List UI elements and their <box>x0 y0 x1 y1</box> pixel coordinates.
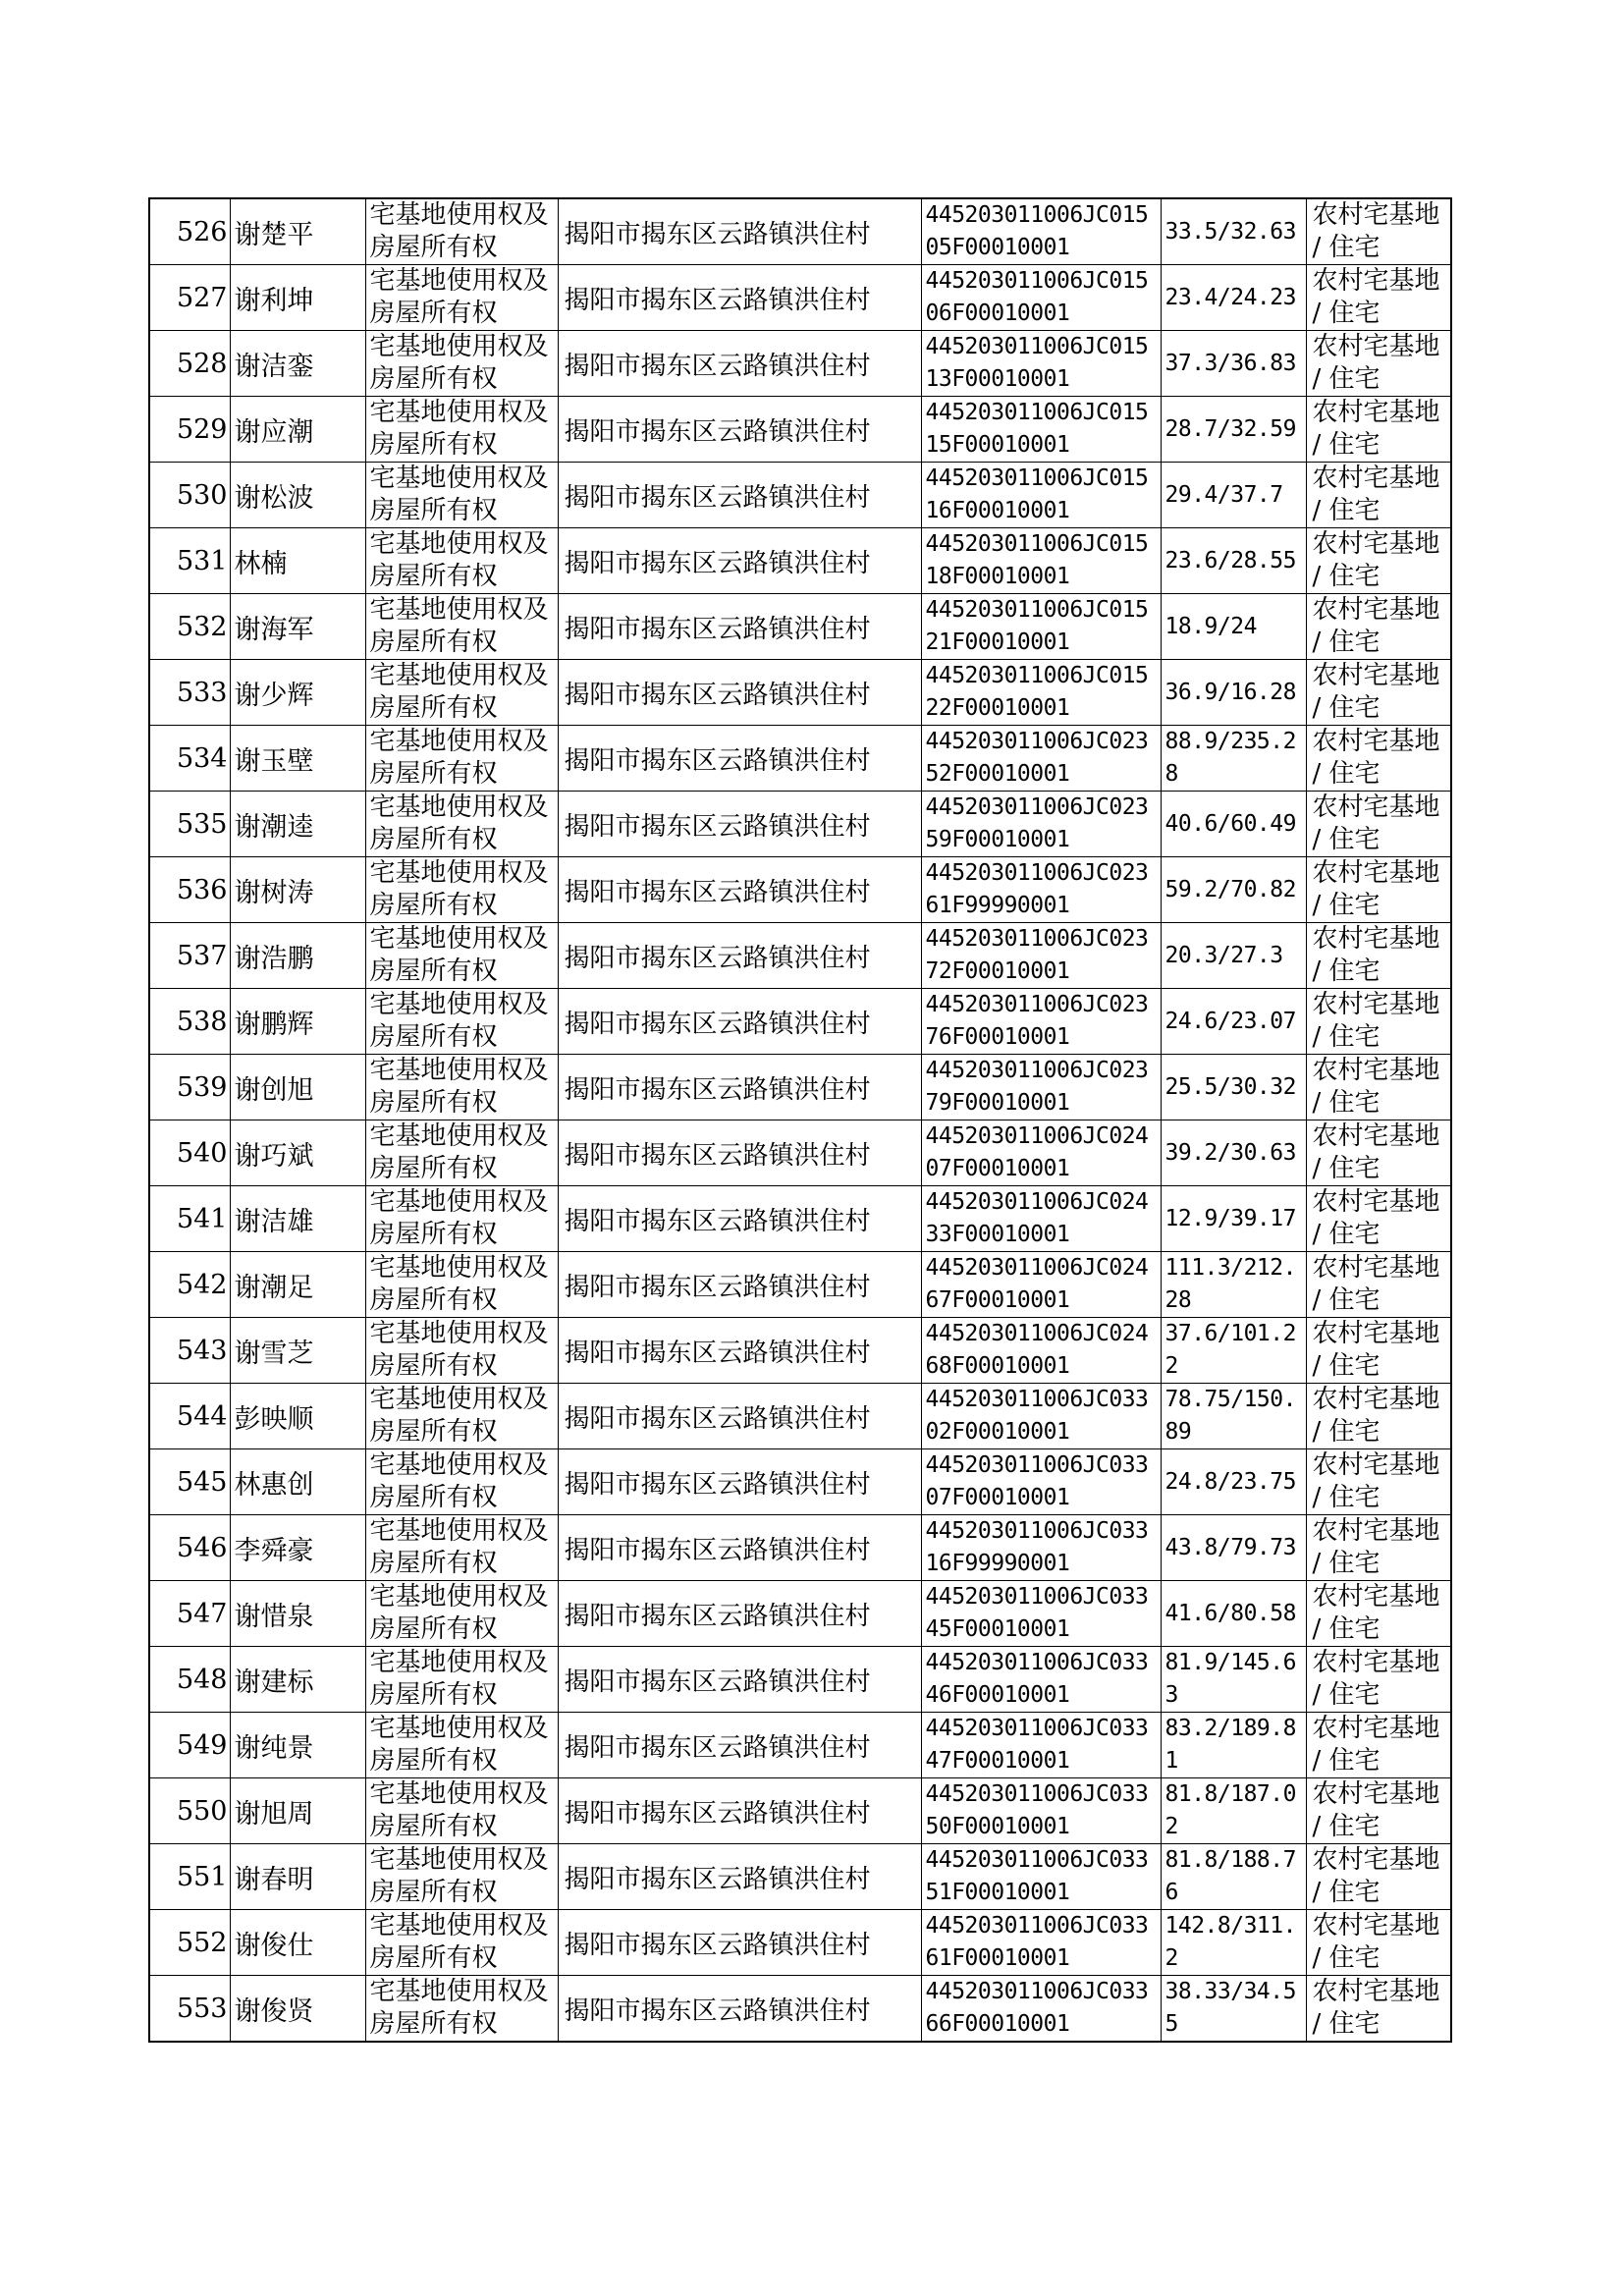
right-type-cell: 宅基地使用权及房屋所有权 <box>365 331 558 397</box>
owner-name-cell: 谢玉壁 <box>230 726 365 792</box>
area-cell: 28.7/32.59 <box>1161 397 1306 463</box>
owner-name-cell: 谢浩鹏 <box>230 923 365 989</box>
row-number-cell: 539 <box>149 1055 230 1120</box>
unit-code-cell: 445203011006JC02352F00010001 <box>921 726 1161 792</box>
address-cell: 揭阳市揭东区云路镇洪住村 <box>558 726 921 792</box>
land-use-cell: 农村宅基地 / 住宅 <box>1306 1252 1451 1318</box>
owner-name-cell: 谢俊仕 <box>230 1910 365 1976</box>
unit-code-cell: 445203011006JC02467F00010001 <box>921 1252 1161 1318</box>
unit-code-cell: 445203011006JC01516F00010001 <box>921 463 1161 528</box>
land-use-cell: 农村宅基地 / 住宅 <box>1306 1976 1451 2043</box>
table-row <box>149 1778 1451 1844</box>
row-number-cell: 529 <box>149 397 230 463</box>
right-type-cell: 宅基地使用权及房屋所有权 <box>365 1778 558 1844</box>
address-cell: 揭阳市揭东区云路镇洪住村 <box>558 989 921 1055</box>
area-cell: 20.3/27.3 <box>1161 923 1306 989</box>
unit-code-cell: 445203011006JC03347F00010001 <box>921 1713 1161 1778</box>
unit-code-cell: 445203011006JC02361F99990001 <box>921 857 1161 923</box>
area-cell: 88.9/235.28 <box>1161 726 1306 792</box>
owner-name-cell: 谢创旭 <box>230 1055 365 1120</box>
land-use-cell: 农村宅基地 / 住宅 <box>1306 857 1451 923</box>
owner-name-cell: 谢利坤 <box>230 265 365 331</box>
right-type-cell: 宅基地使用权及房屋所有权 <box>365 463 558 528</box>
right-type-cell: 宅基地使用权及房屋所有权 <box>365 792 558 857</box>
land-use-cell: 农村宅基地 / 住宅 <box>1306 1515 1451 1581</box>
owner-name-cell: 谢松波 <box>230 463 365 528</box>
owner-name-cell: 谢少辉 <box>230 660 365 726</box>
right-type-cell: 宅基地使用权及房屋所有权 <box>365 1318 558 1384</box>
right-type-cell: 宅基地使用权及房屋所有权 <box>365 198 558 265</box>
row-number-cell: 549 <box>149 1713 230 1778</box>
owner-name-cell: 谢雪芝 <box>230 1318 365 1384</box>
address-cell: 揭阳市揭东区云路镇洪住村 <box>558 1713 921 1778</box>
right-type-cell: 宅基地使用权及房屋所有权 <box>365 397 558 463</box>
unit-code-cell: 445203011006JC03351F00010001 <box>921 1844 1161 1910</box>
unit-code-cell: 445203011006JC03302F00010001 <box>921 1384 1161 1449</box>
table-row <box>149 792 1451 857</box>
land-use-cell: 农村宅基地 / 住宅 <box>1306 726 1451 792</box>
owner-name-cell: 谢鹏辉 <box>230 989 365 1055</box>
address-cell: 揭阳市揭东区云路镇洪住村 <box>558 1778 921 1844</box>
area-cell: 39.2/30.63 <box>1161 1120 1306 1186</box>
owner-name-cell: 谢纯景 <box>230 1713 365 1778</box>
right-type-cell: 宅基地使用权及房屋所有权 <box>365 528 558 594</box>
row-number-cell: 533 <box>149 660 230 726</box>
area-cell: 25.5/30.32 <box>1161 1055 1306 1120</box>
right-type-cell: 宅基地使用权及房屋所有权 <box>365 1449 558 1515</box>
address-cell: 揭阳市揭东区云路镇洪住村 <box>558 1581 921 1647</box>
table-row <box>149 857 1451 923</box>
land-use-cell: 农村宅基地 / 住宅 <box>1306 1778 1451 1844</box>
area-cell: 23.6/28.55 <box>1161 528 1306 594</box>
table-row <box>149 1186 1451 1252</box>
row-number-cell: 526 <box>149 198 230 265</box>
land-use-cell: 农村宅基地 / 住宅 <box>1306 923 1451 989</box>
table-row <box>149 923 1451 989</box>
right-type-cell: 宅基地使用权及房屋所有权 <box>365 1976 558 2043</box>
right-type-cell: 宅基地使用权及房屋所有权 <box>365 1120 558 1186</box>
land-use-cell: 农村宅基地 / 住宅 <box>1306 1120 1451 1186</box>
land-use-cell: 农村宅基地 / 住宅 <box>1306 1384 1451 1449</box>
unit-code-cell: 445203011006JC02359F00010001 <box>921 792 1161 857</box>
table-row <box>149 1449 1451 1515</box>
area-cell: 59.2/70.82 <box>1161 857 1306 923</box>
land-use-cell: 农村宅基地 / 住宅 <box>1306 1647 1451 1713</box>
land-use-cell: 农村宅基地 / 住宅 <box>1306 331 1451 397</box>
area-cell: 38.33/34.55 <box>1161 1976 1306 2043</box>
row-number-cell: 536 <box>149 857 230 923</box>
owner-name-cell: 谢俊贤 <box>230 1976 365 2043</box>
area-cell: 24.6/23.07 <box>1161 989 1306 1055</box>
address-cell: 揭阳市揭东区云路镇洪住村 <box>558 660 921 726</box>
unit-code-cell: 445203011006JC01505F00010001 <box>921 198 1161 265</box>
area-cell: 18.9/24 <box>1161 594 1306 660</box>
land-use-cell: 农村宅基地 / 住宅 <box>1306 528 1451 594</box>
right-type-cell: 宅基地使用权及房屋所有权 <box>365 1515 558 1581</box>
row-number-cell: 540 <box>149 1120 230 1186</box>
registration-table <box>148 197 1452 2043</box>
owner-name-cell: 谢春明 <box>230 1844 365 1910</box>
table-row <box>149 1581 1451 1647</box>
unit-code-cell: 445203011006JC03350F00010001 <box>921 1778 1161 1844</box>
owner-name-cell: 谢旭周 <box>230 1778 365 1844</box>
address-cell: 揭阳市揭东区云路镇洪住村 <box>558 1120 921 1186</box>
unit-code-cell: 445203011006JC01518F00010001 <box>921 528 1161 594</box>
land-use-cell: 农村宅基地 / 住宅 <box>1306 1318 1451 1384</box>
area-cell: 24.8/23.75 <box>1161 1449 1306 1515</box>
right-type-cell: 宅基地使用权及房屋所有权 <box>365 265 558 331</box>
area-cell: 41.6/80.58 <box>1161 1581 1306 1647</box>
area-cell: 83.2/189.81 <box>1161 1713 1306 1778</box>
right-type-cell: 宅基地使用权及房屋所有权 <box>365 1384 558 1449</box>
table-row <box>149 660 1451 726</box>
owner-name-cell: 谢楚平 <box>230 198 365 265</box>
row-number-cell: 547 <box>149 1581 230 1647</box>
owner-name-cell: 谢洁雄 <box>230 1186 365 1252</box>
address-cell: 揭阳市揭东区云路镇洪住村 <box>558 1976 921 2043</box>
area-cell: 40.6/60.49 <box>1161 792 1306 857</box>
owner-name-cell: 谢惜泉 <box>230 1581 365 1647</box>
owner-name-cell: 谢洁銮 <box>230 331 365 397</box>
address-cell: 揭阳市揭东区云路镇洪住村 <box>558 463 921 528</box>
right-type-cell: 宅基地使用权及房屋所有权 <box>365 1844 558 1910</box>
land-use-cell: 农村宅基地 / 住宅 <box>1306 265 1451 331</box>
land-use-cell: 农村宅基地 / 住宅 <box>1306 1055 1451 1120</box>
land-use-cell: 农村宅基地 / 住宅 <box>1306 989 1451 1055</box>
area-cell: 33.5/32.63 <box>1161 198 1306 265</box>
area-cell: 142.8/311.2 <box>1161 1910 1306 1976</box>
address-cell: 揭阳市揭东区云路镇洪住村 <box>558 1384 921 1449</box>
right-type-cell: 宅基地使用权及房屋所有权 <box>365 1910 558 1976</box>
owner-name-cell: 林楠 <box>230 528 365 594</box>
address-cell: 揭阳市揭东区云路镇洪住村 <box>558 331 921 397</box>
address-cell: 揭阳市揭东区云路镇洪住村 <box>558 1844 921 1910</box>
table-row <box>149 1844 1451 1910</box>
unit-code-cell: 445203011006JC01513F00010001 <box>921 331 1161 397</box>
right-type-cell: 宅基地使用权及房屋所有权 <box>365 857 558 923</box>
table-row <box>149 1120 1451 1186</box>
address-cell: 揭阳市揭东区云路镇洪住村 <box>558 397 921 463</box>
unit-code-cell: 445203011006JC01521F00010001 <box>921 594 1161 660</box>
table-row <box>149 331 1451 397</box>
row-number-cell: 550 <box>149 1778 230 1844</box>
row-number-cell: 553 <box>149 1976 230 2043</box>
row-number-cell: 548 <box>149 1647 230 1713</box>
land-use-cell: 农村宅基地 / 住宅 <box>1306 792 1451 857</box>
area-cell: 81.8/188.76 <box>1161 1844 1306 1910</box>
right-type-cell: 宅基地使用权及房屋所有权 <box>365 726 558 792</box>
right-type-cell: 宅基地使用权及房屋所有权 <box>365 1647 558 1713</box>
land-use-cell: 农村宅基地 / 住宅 <box>1306 397 1451 463</box>
unit-code-cell: 445203011006JC02468F00010001 <box>921 1318 1161 1384</box>
land-use-cell: 农村宅基地 / 住宅 <box>1306 1449 1451 1515</box>
address-cell: 揭阳市揭东区云路镇洪住村 <box>558 1186 921 1252</box>
land-use-cell: 农村宅基地 / 住宅 <box>1306 594 1451 660</box>
area-cell: 81.8/187.02 <box>1161 1778 1306 1844</box>
area-cell: 36.9/16.28 <box>1161 660 1306 726</box>
table-row <box>149 726 1451 792</box>
unit-code-cell: 445203011006JC02433F00010001 <box>921 1186 1161 1252</box>
table-row <box>149 1910 1451 1976</box>
unit-code-cell: 445203011006JC02372F00010001 <box>921 923 1161 989</box>
address-cell: 揭阳市揭东区云路镇洪住村 <box>558 792 921 857</box>
unit-code-cell: 445203011006JC03307F00010001 <box>921 1449 1161 1515</box>
area-cell: 43.8/79.73 <box>1161 1515 1306 1581</box>
unit-code-cell: 445203011006JC03316F99990001 <box>921 1515 1161 1581</box>
row-number-cell: 543 <box>149 1318 230 1384</box>
row-number-cell: 546 <box>149 1515 230 1581</box>
row-number-cell: 551 <box>149 1844 230 1910</box>
land-use-cell: 农村宅基地 / 住宅 <box>1306 1713 1451 1778</box>
owner-name-cell: 彭映顺 <box>230 1384 365 1449</box>
right-type-cell: 宅基地使用权及房屋所有权 <box>365 989 558 1055</box>
row-number-cell: 534 <box>149 726 230 792</box>
row-number-cell: 541 <box>149 1186 230 1252</box>
area-cell: 12.9/39.17 <box>1161 1186 1306 1252</box>
unit-code-cell: 445203011006JC03345F00010001 <box>921 1581 1161 1647</box>
owner-name-cell: 谢潮逵 <box>230 792 365 857</box>
address-cell: 揭阳市揭东区云路镇洪住村 <box>558 528 921 594</box>
right-type-cell: 宅基地使用权及房屋所有权 <box>365 594 558 660</box>
address-cell: 揭阳市揭东区云路镇洪住村 <box>558 857 921 923</box>
row-number-cell: 542 <box>149 1252 230 1318</box>
row-number-cell: 532 <box>149 594 230 660</box>
right-type-cell: 宅基地使用权及房屋所有权 <box>365 923 558 989</box>
row-number-cell: 552 <box>149 1910 230 1976</box>
area-cell: 81.9/145.63 <box>1161 1647 1306 1713</box>
address-cell: 揭阳市揭东区云路镇洪住村 <box>558 1055 921 1120</box>
table-row <box>149 1713 1451 1778</box>
address-cell: 揭阳市揭东区云路镇洪住村 <box>558 1910 921 1976</box>
table-row <box>149 1976 1451 2043</box>
row-number-cell: 528 <box>149 331 230 397</box>
area-cell: 37.6/101.22 <box>1161 1318 1306 1384</box>
owner-name-cell: 李舜豪 <box>230 1515 365 1581</box>
table-row <box>149 1252 1451 1318</box>
land-use-cell: 农村宅基地 / 住宅 <box>1306 1844 1451 1910</box>
table-row <box>149 463 1451 528</box>
unit-code-cell: 445203011006JC03366F00010001 <box>921 1976 1161 2043</box>
address-cell: 揭阳市揭东区云路镇洪住村 <box>558 198 921 265</box>
row-number-cell: 531 <box>149 528 230 594</box>
table-row <box>149 528 1451 594</box>
owner-name-cell: 谢海军 <box>230 594 365 660</box>
address-cell: 揭阳市揭东区云路镇洪住村 <box>558 1318 921 1384</box>
address-cell: 揭阳市揭东区云路镇洪住村 <box>558 1647 921 1713</box>
land-use-cell: 农村宅基地 / 住宅 <box>1306 1581 1451 1647</box>
area-cell: 111.3/212.28 <box>1161 1252 1306 1318</box>
address-cell: 揭阳市揭东区云路镇洪住村 <box>558 1515 921 1581</box>
land-use-cell: 农村宅基地 / 住宅 <box>1306 1186 1451 1252</box>
owner-name-cell: 谢潮足 <box>230 1252 365 1318</box>
right-type-cell: 宅基地使用权及房屋所有权 <box>365 1252 558 1318</box>
area-cell: 37.3/36.83 <box>1161 331 1306 397</box>
land-use-cell: 农村宅基地 / 住宅 <box>1306 463 1451 528</box>
owner-name-cell: 谢树涛 <box>230 857 365 923</box>
unit-code-cell: 445203011006JC01515F00010001 <box>921 397 1161 463</box>
table-row <box>149 265 1451 331</box>
unit-code-cell: 445203011006JC02376F00010001 <box>921 989 1161 1055</box>
owner-name-cell: 林惠创 <box>230 1449 365 1515</box>
table-row <box>149 1647 1451 1713</box>
owner-name-cell: 谢建标 <box>230 1647 365 1713</box>
address-cell: 揭阳市揭东区云路镇洪住村 <box>558 594 921 660</box>
land-use-cell: 农村宅基地 / 住宅 <box>1306 660 1451 726</box>
row-number-cell: 544 <box>149 1384 230 1449</box>
unit-code-cell: 445203011006JC02407F00010001 <box>921 1120 1161 1186</box>
address-cell: 揭阳市揭东区云路镇洪住村 <box>558 923 921 989</box>
row-number-cell: 545 <box>149 1449 230 1515</box>
owner-name-cell: 谢应潮 <box>230 397 365 463</box>
unit-code-cell: 445203011006JC01506F00010001 <box>921 265 1161 331</box>
address-cell: 揭阳市揭东区云路镇洪住村 <box>558 265 921 331</box>
table-row <box>149 397 1451 463</box>
land-use-cell: 农村宅基地 / 住宅 <box>1306 198 1451 265</box>
row-number-cell: 538 <box>149 989 230 1055</box>
area-cell: 23.4/24.23 <box>1161 265 1306 331</box>
table-body <box>149 198 1451 2042</box>
owner-name-cell: 谢巧斌 <box>230 1120 365 1186</box>
right-type-cell: 宅基地使用权及房屋所有权 <box>365 1713 558 1778</box>
area-cell: 78.75/150.89 <box>1161 1384 1306 1449</box>
area-cell: 29.4/37.7 <box>1161 463 1306 528</box>
unit-code-cell: 445203011006JC01522F00010001 <box>921 660 1161 726</box>
unit-code-cell: 445203011006JC03361F00010001 <box>921 1910 1161 1976</box>
row-number-cell: 530 <box>149 463 230 528</box>
right-type-cell: 宅基地使用权及房屋所有权 <box>365 1186 558 1252</box>
row-number-cell: 535 <box>149 792 230 857</box>
table-row <box>149 594 1451 660</box>
row-number-cell: 537 <box>149 923 230 989</box>
table-row <box>149 1515 1451 1581</box>
right-type-cell: 宅基地使用权及房屋所有权 <box>365 1581 558 1647</box>
table-row <box>149 1055 1451 1120</box>
table-row <box>149 198 1451 265</box>
table-row <box>149 1384 1451 1449</box>
land-use-cell: 农村宅基地 / 住宅 <box>1306 1910 1451 1976</box>
unit-code-cell: 445203011006JC02379F00010001 <box>921 1055 1161 1120</box>
right-type-cell: 宅基地使用权及房屋所有权 <box>365 1055 558 1120</box>
address-cell: 揭阳市揭东区云路镇洪住村 <box>558 1449 921 1515</box>
row-number-cell: 527 <box>149 265 230 331</box>
unit-code-cell: 445203011006JC03346F00010001 <box>921 1647 1161 1713</box>
address-cell: 揭阳市揭东区云路镇洪住村 <box>558 1252 921 1318</box>
table-row <box>149 989 1451 1055</box>
table-row <box>149 1318 1451 1384</box>
right-type-cell: 宅基地使用权及房屋所有权 <box>365 660 558 726</box>
